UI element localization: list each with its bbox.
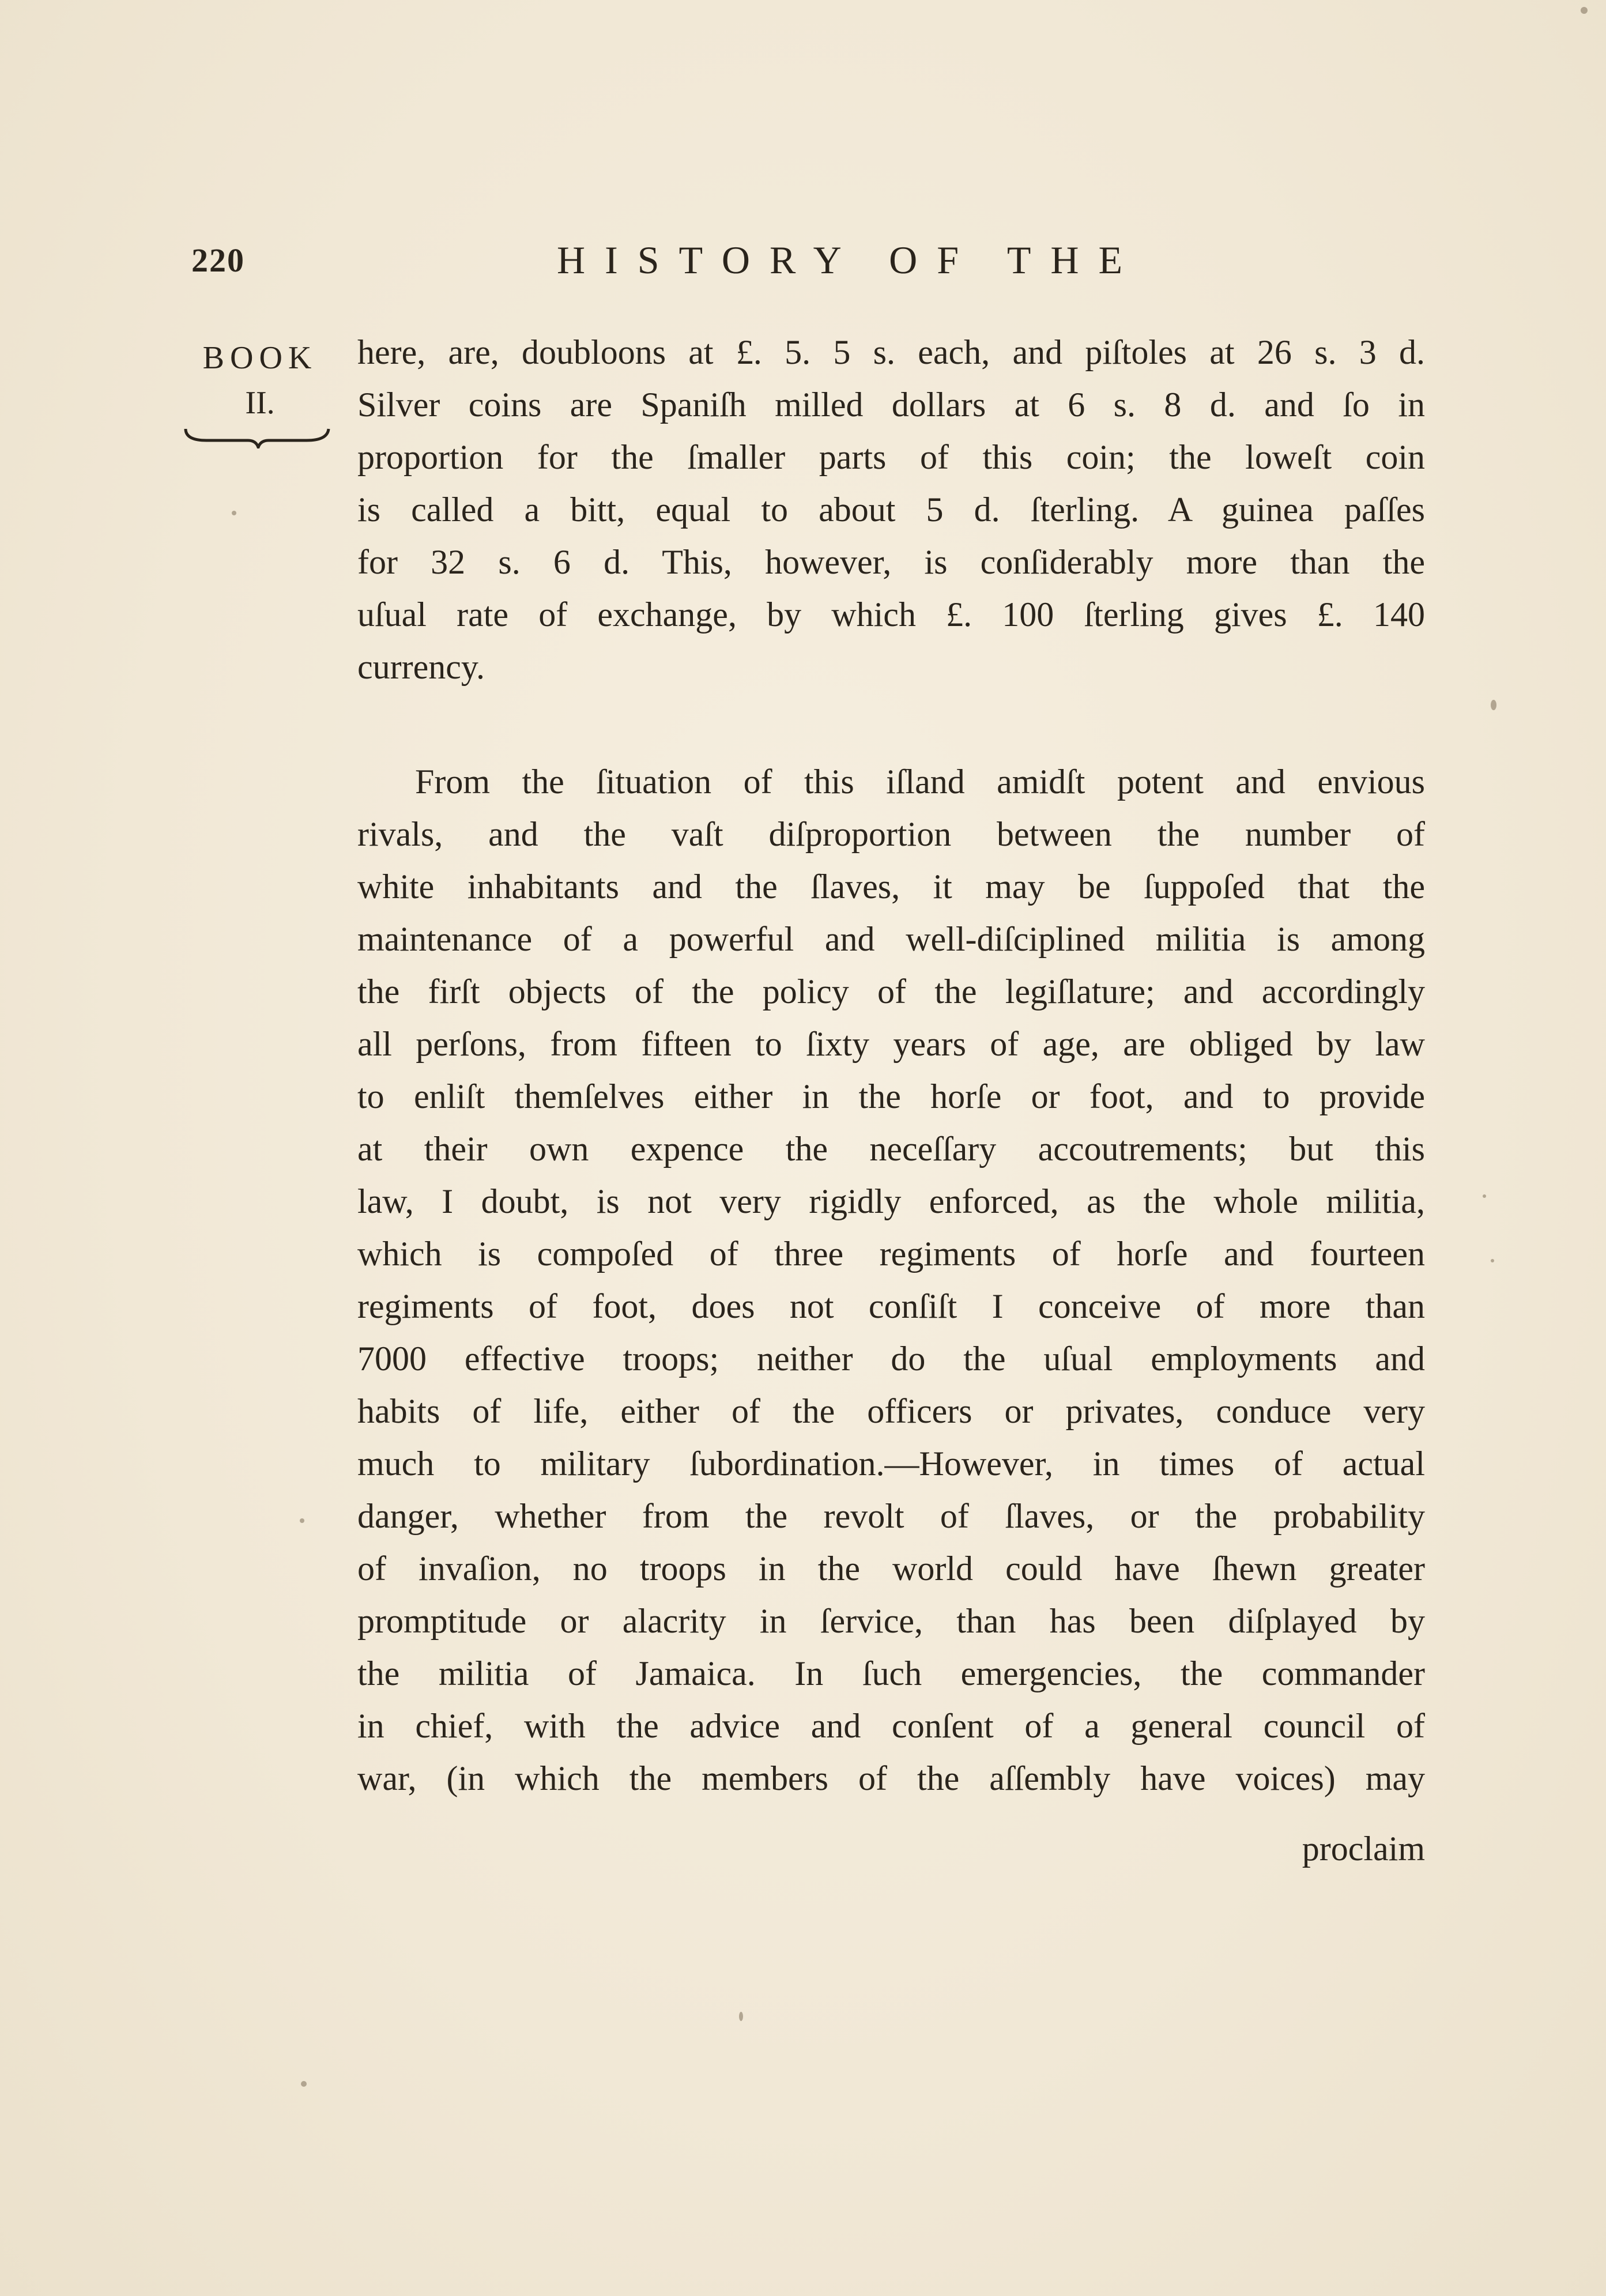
paper-speck (300, 1518, 304, 1523)
text-line: maintenance of a powerful and well-diſciplined militia is among (357, 920, 1425, 958)
text-line: law, I doubt, is not very rigidly enforced, as the whole militia, (357, 1182, 1425, 1220)
text-line: of invaſion, no troops in the world could have ſhewn greater (357, 1549, 1425, 1588)
margin-book-label: BOOK (202, 340, 318, 376)
margin-brace-icon (183, 425, 331, 448)
margin-volume-label: II. (245, 385, 275, 421)
text-line: the firſt objects of the policy of the legiſlature; and accordingly (357, 972, 1425, 1011)
paper-speck (232, 511, 236, 515)
text-line: currency. (357, 648, 485, 686)
text-line: uſual rate of exchange, by which £. 100 ſterling gives £. 140 (357, 595, 1425, 634)
text-line: regiments of foot, does not conſiſt I conceive of more than (357, 1287, 1425, 1325)
text-line: danger, whether from the revolt of ſlaves, or the probability (357, 1497, 1425, 1535)
paper-speck (1491, 1259, 1494, 1262)
text-line: habits of life, either of the officers or privates, conduce very (357, 1392, 1425, 1430)
catchword: proclaim (1302, 1830, 1425, 1868)
paper-speck (1483, 1194, 1486, 1198)
text-line: rivals, and the vaſt diſproportion between the number of (357, 815, 1425, 853)
text-line: to enliſt themſelves either in the horſe or foot, and to provide (357, 1077, 1425, 1115)
text-line: Silver coins are Spaniſh milled dollars at 6 s. 8 d. and ſo in (357, 386, 1425, 424)
text-line: all perſons, from fifteen to ſixty years of age, are obliged by law (357, 1025, 1425, 1063)
text-line: here, are, doubloons at £. 5. 5 s. each, and piſtoles at 26 s. 3 d. (357, 333, 1425, 371)
paper-speck (1491, 700, 1496, 710)
text-line: white inhabitants and the ſlaves, it may be ſuppoſed that the (357, 868, 1425, 906)
paper-speck (739, 2012, 743, 2021)
paper-speck (1581, 7, 1588, 14)
text-line: which is compoſed of three regiments of horſe and fourteen (357, 1235, 1425, 1273)
paragraph-currency (357, 326, 1425, 693)
text-line: at their own expence the neceſſary accoutrements; but this (357, 1130, 1425, 1168)
text-line: the militia of Jamaica. In ſuch emergencies, the commander (357, 1654, 1425, 1692)
running-title: HISTORY OF THE (557, 238, 1143, 282)
margin-note (188, 335, 332, 425)
text-line: promptitude or alacrity in ſervice, than has been diſplayed by (357, 1602, 1425, 1640)
text-line: 7000 effective troops; neither do the uſual employments and (357, 1340, 1425, 1378)
text-line: war, (in which the members of the aſſembly have voices) may (357, 1759, 1425, 1797)
text-line: From the ſituation of this iſland amidſt potent and envious (415, 763, 1425, 801)
text-line: is called a bitt, equal to about 5 d. ſterling. A guinea paſſes (357, 491, 1425, 529)
text-line: in chief, with the advice and conſent of a general council of (357, 1707, 1425, 1745)
paragraph-militia (357, 756, 1425, 1805)
text-line: much to military ſubordination.—However, in times of actual (357, 1445, 1425, 1483)
paper-speck (301, 2081, 307, 2087)
text-line: proportion for the ſmaller parts of this coin; the loweſt coin (357, 438, 1425, 476)
text-line: for 32 s. 6 d. This, however, is conſiderably more than the (357, 543, 1425, 581)
page-number: 220 (191, 242, 245, 279)
